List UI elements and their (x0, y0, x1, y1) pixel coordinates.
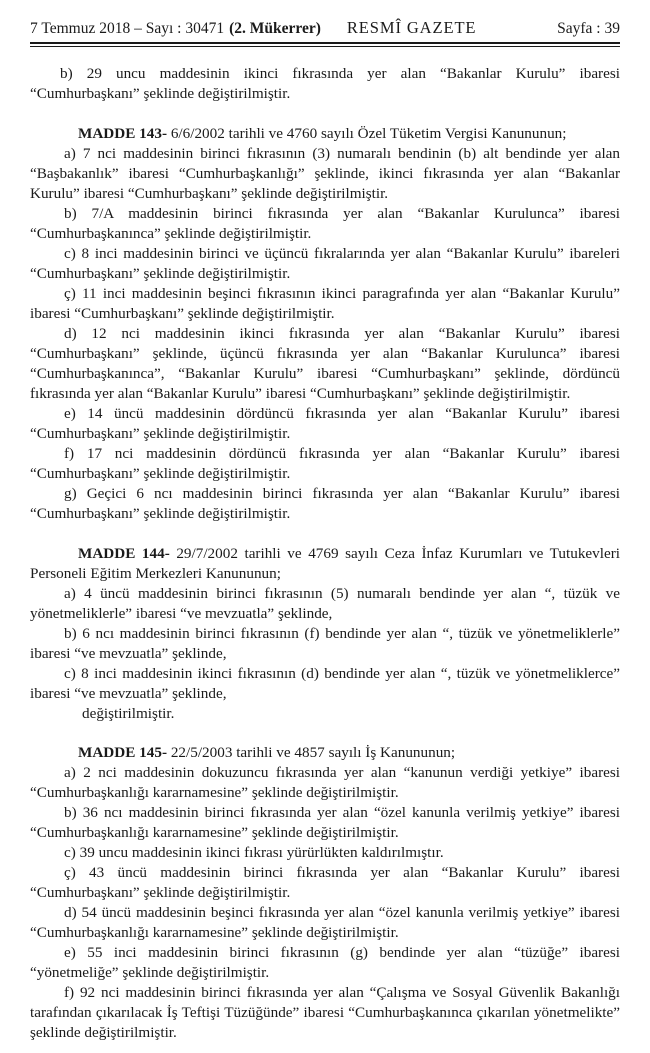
article-label: MADDE 144- (78, 544, 170, 562)
header-mukerrer-label: (2. Mükerrer) (229, 20, 321, 37)
header-left-group (30, 20, 321, 38)
article-item: d) 12 nci maddesinin ikinci fıkrasında yer alan “Bakanlar Kurulu” ibaresi “Cumhurbaşkanı” şeklinde, üçüncü fıkrasında yer alan “Bakanlar Kurulunca” ibaresi “Cumhurbaşkanınca”, “Bakanlar Kurulu” ibaresi “Cumhurbaşkanı” şeklinde, dördüncü fıkrasında yer alan “Bakanlar Kurulu” ibaresi “Cumhurbaşkanı” şeklinde değiştirilmiştir. (30, 324, 620, 402)
article-item: ç) 43 üncü maddesinin birinci fıkrasında yer alan “Bakanlar Kurulu” ibaresi “Cumhurbaşkanı” şeklinde değiştirilmiştir. (30, 863, 620, 901)
block-spacer (30, 724, 620, 743)
article-item: a) 7 nci maddesinin birinci fıkrasının (3) numaralı bendinin (b) alt bendinde yer alan “Başbakanlık” ibaresi “Cumhurbaşkanlığı” şeklinde, ikinci fıkrasında yer alan “Bakanlar Kurulu” ibaresi “Cumhurbaşkanı” şeklinde değiştirilmiştir. (30, 144, 620, 202)
article-item: a) 4 üncü maddesinin birinci fıkrasının (5) numaralı bendinde yer alan “, tüzük ve yönetmeliklerle” ibaresi “ve mevzuatla” şeklinde, (30, 584, 620, 622)
article-item: c) 8 inci maddesinin birinci ve üçüncü fıkralarında yer alan “Bakanlar Kurulu” ibareleri “Cumhurbaşkanı” şeklinde değiştirilmiştir. (30, 244, 620, 282)
article-label: MADDE 145- (78, 743, 168, 761)
bottom-spacer (30, 1043, 620, 1053)
continued-item-paragraph: b) 29 uncu maddesinin ikinci fıkrasında yer alan “Bakanlar Kurulu” ibaresi “Cumhurbaşkanı” şeklinde değiştirilmiştir. (30, 64, 620, 102)
header-rule-thin (30, 46, 620, 47)
page-running-header (30, 0, 620, 38)
article-item: ç) 11 inci maddesinin beşinci fıkrasının ikinci paragrafında yer alan “Bakanlar Kurulu” ibaresi “Cumhurbaşkanı” şeklinde değiştirilmiştir. (30, 284, 620, 322)
article-heading (30, 544, 620, 584)
article-item: f) 17 nci maddesinin dördüncü fıkrasında yer alan “Bakanlar Kurulu” ibaresi “Cumhurbaşkanı” şeklinde değiştirilmiştir. (30, 444, 620, 482)
article-closing-clause: değiştirilmiştir. (82, 704, 175, 722)
article-item: f) 92 nci maddesinin birinci fıkrasında yer alan “Çalışma ve Sosyal Güvenlik Bakanlığı tarafından çıkarılacak İş Teftişi Tüzüğünde” ibaresi “Cumhurbaşkanınca çıkarılan yönetmelikte” şeklinde değiştirilmiştir. (30, 983, 620, 1041)
article-item: b) 6 ncı maddesinin birinci fıkrasının (f) bendinde yer alan “, tüzük ve yönetmeliklerle” ibaresi “ve mevzuatla” şeklinde, (30, 624, 620, 662)
block-spacer (30, 104, 620, 124)
header-publication-title: RESMÎ GAZETE (346, 18, 477, 37)
article-item: c) 8 inci maddesinin ikinci fıkrasının (d) bendinde yer alan “, tüzük ve yönetmeliklerce” ibaresi “ve mevzuatla” şeklinde, (30, 664, 620, 702)
article-item: b) 7/A maddesinin birinci fıkrasında yer alan “Bakanlar Kurulunca” ibaresi “Cumhurbaşkanınca” şeklinde değiştirilmiştir. (30, 204, 620, 242)
article-label: MADDE 143- (78, 124, 168, 142)
article-intro: 6/6/2002 tarihli ve 4760 sayılı Özel Tüketim Vergisi Kanununun; (167, 124, 567, 142)
header-page-number: Sayfa : 39 (557, 20, 620, 37)
article-item: c) 39 uncu maddesinin ikinci fıkrası yürürlükten kaldırılmıştır. (64, 843, 444, 861)
article-item: g) Geçici 6 ncı maddesinin birinci fıkrasında yer alan “Bakanlar Kurulu” ibaresi “Cumhurbaşkanı” şeklinde değiştirilmiştir. (30, 484, 620, 522)
article-item: a) 2 nci maddesinin dokuzuncu fıkrasında yer alan “kanunun verdiği yetkiye” ibaresi “Cumhurbaşkanlığı kararnamesine” şeklinde değiştirilmiştir. (30, 763, 620, 801)
article-intro: 22/5/2003 tarihli ve 4857 sayılı İş Kanununun; (167, 743, 456, 761)
header-rule-thick (30, 42, 620, 44)
header-date-issue: 7 Temmuz 2018 – Sayı : 30471 (30, 20, 225, 37)
page-body (30, 64, 620, 1053)
article-heading (30, 124, 620, 144)
article-item: d) 54 üncü maddesinin beşinci fıkrasında yer alan “özel kanunla verilmiş yetkiye” ibaresi “Cumhurbaşkanlığı kararnamesine” şeklinde değiştirilmiştir. (30, 903, 620, 941)
article-item: e) 55 inci maddesinin birinci fıkrasının (g) bendinde yer alan “tüzüğe” ibaresi “yönetmeliğe” şeklinde değiştirilmiştir. (30, 943, 620, 981)
article-heading (30, 743, 620, 763)
article-item: b) 36 ncı maddesinin birinci fıkrasında yer alan “özel kanunla verilmiş yetkiye” ibaresi “Cumhurbaşkanlığı kararnamesine” şeklinde değiştirilmiştir. (30, 803, 620, 841)
article-item: e) 14 üncü maddesinin dördüncü fıkrasında yer alan “Bakanlar Kurulu” ibaresi “Cumhurbaşkanı” şeklinde değiştirilmiştir. (30, 404, 620, 442)
article-intro: 29/7/2002 tarihli ve 4769 sayılı Ceza İnfaz Kurumları ve Tutukevleri Personeli Eğitim Merkezleri Kanununun; (30, 544, 620, 582)
block-spacer (30, 524, 620, 544)
